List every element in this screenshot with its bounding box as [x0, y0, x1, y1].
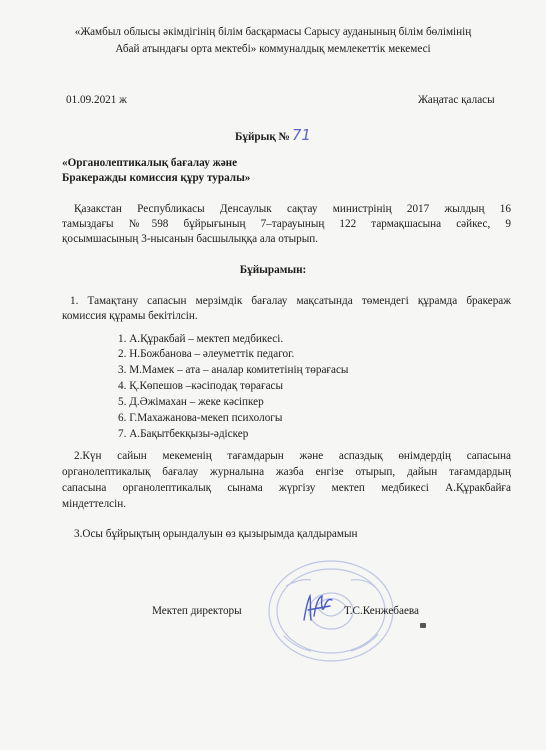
member-list-item: 7. А.Бақытбекқызы-әдіскер [118, 428, 249, 440]
preamble-line-1: Қазакстан Республикасы Денсаулык сақтау министрінің 2017 жылдың 16 [74, 203, 511, 215]
member-list-item: 1. А.Құракбай – мектеп медбикесі. [118, 333, 284, 345]
subject-line-2: Бракеражды комиссия құру туралы» [62, 172, 251, 184]
document-place: Жаңатас қаласы [418, 94, 495, 106]
item1-line-2: комиссия құрамы бекітілсін. [62, 310, 198, 322]
order-number: 71 [291, 126, 311, 144]
member-list-item: 2. Н.Божбанова – әлеуметтік педагог. [118, 348, 295, 360]
header-line-2: Абай атындағы орта мектебі» коммуналдық мемлекеттік мекемесі [115, 43, 431, 55]
director-title: Мектеп директоры [152, 605, 242, 617]
order-label: Бұйрық № [235, 131, 290, 143]
preamble-line-2: тамыздағы №598 бұйрығының 7–тарауының 122 тармақшасына сәйкес, 9 [62, 218, 511, 230]
order-title [0, 126, 546, 144]
member-list-item: 6. Г.Махажанова-мекеп психологы [118, 412, 283, 424]
preamble-line-3: қосымшасының 3-нысанын басшылыққа ала отырып. [62, 233, 319, 245]
member-list-item: 5. Д.Әжімахан – жеке кәсіпкер [118, 396, 264, 408]
document-date: 01.09.2021 ж [66, 94, 127, 106]
ink-mark [420, 623, 426, 628]
member-list-item: 3. М.Мамек – ата – аналар комитетінің төрағасы [118, 364, 349, 376]
item2-line-3: сапасына органолептикалық сынама жүргізу мектеп медбикесі А.Құракбайға [62, 482, 511, 494]
member-list-item: 4. Қ.Көпешов –кәсіподақ төрағасы [118, 380, 284, 392]
command-heading: Бұйырамын: [239, 264, 307, 276]
item2-line-2: органолептикалық бағалау журналына жазба енгізе отырып, дайын тағамдардың [62, 466, 511, 478]
director-signature [296, 590, 342, 628]
item2-line-4: міндеттелсін. [62, 498, 127, 510]
header-line-1: «Жамбыл облысы әкімдігінің білім басқармасы Сарысу ауданының білім бөлімінің [74, 26, 472, 38]
item3-line: 3.Осы бұйрықтың орындалуын өз қызырымда қалдырамын [74, 528, 358, 540]
director-name: Т.С.Кенжебаева [344, 605, 420, 617]
item1-line-1: 1. Тамақтану сапасын мерзімдік бағалау мақсатында төмендегі құрамда бракераж [70, 295, 511, 307]
subject-line-1: «Органолептикалық бағалау және [62, 157, 238, 169]
item2-line-1: 2.Күн сайын мекеменің тағамдарын және аспаздық өнімдердің сапасына [74, 450, 511, 462]
